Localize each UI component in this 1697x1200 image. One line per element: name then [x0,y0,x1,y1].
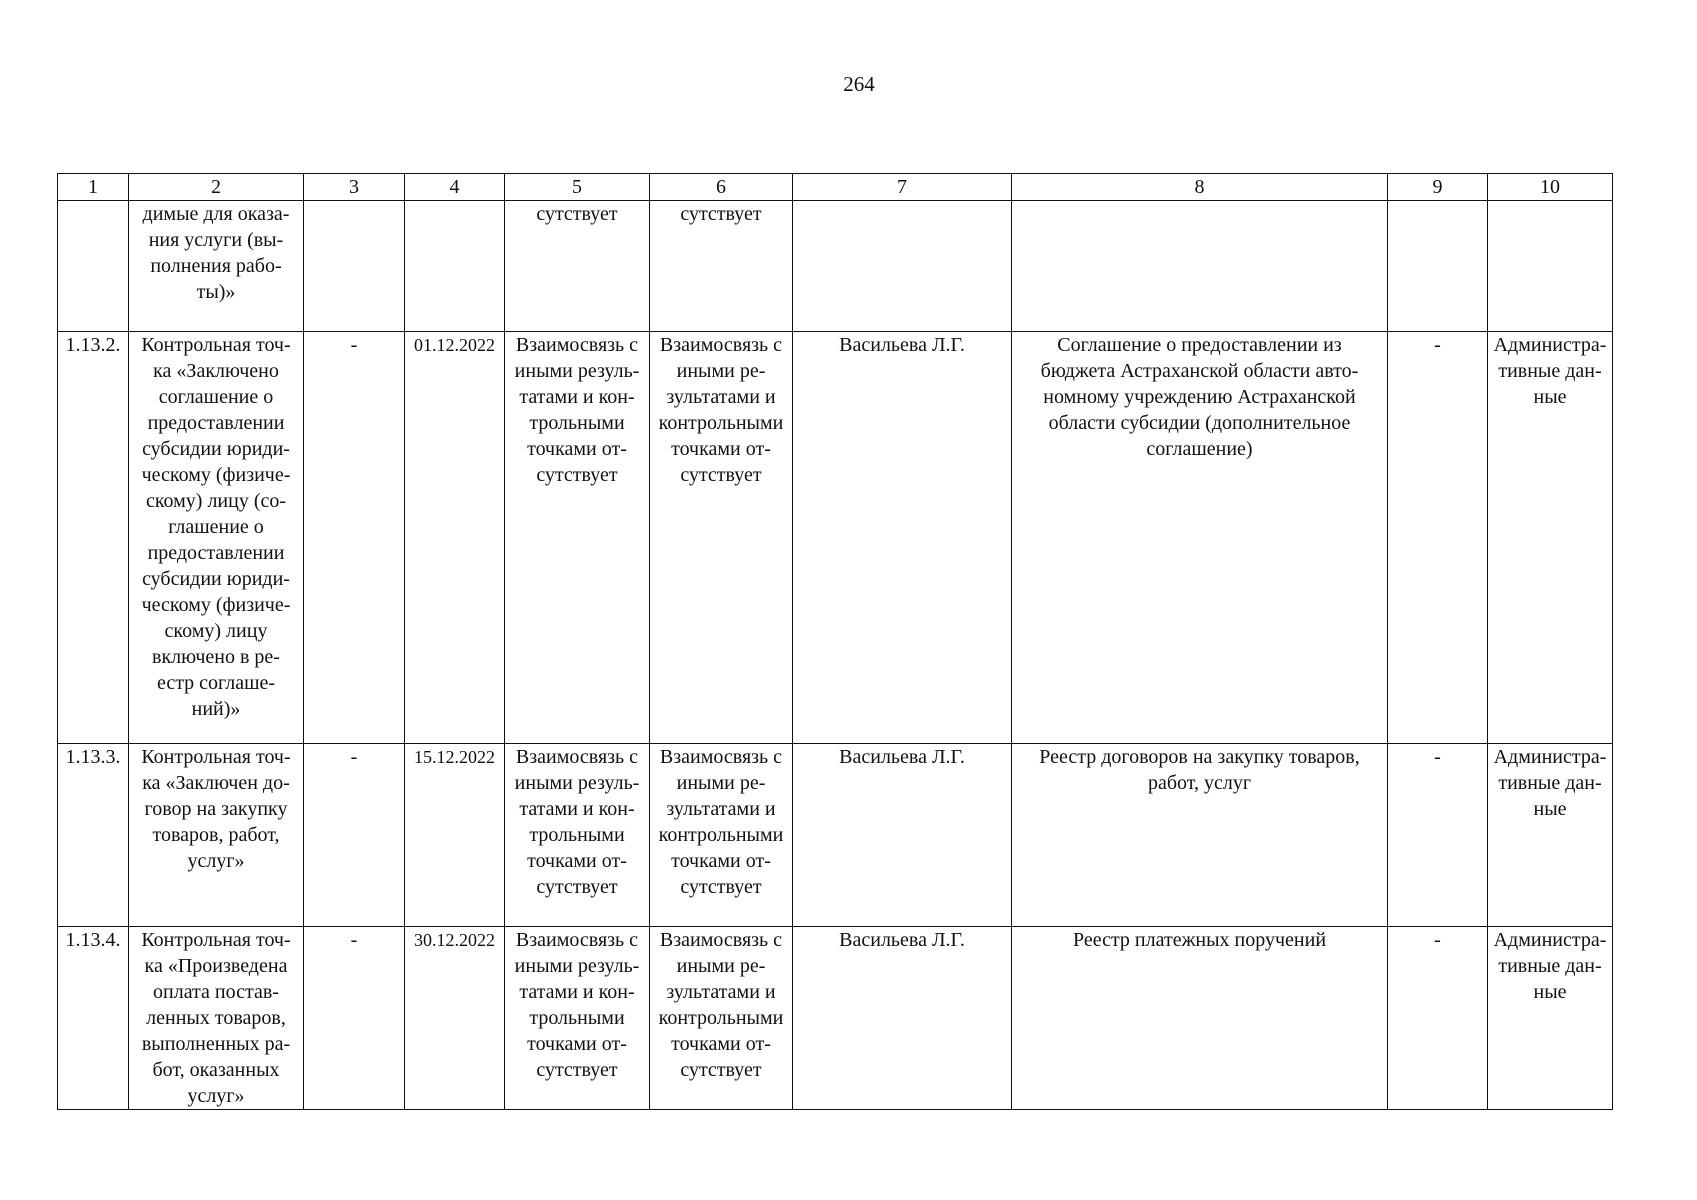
control-point-name-cell [129,744,304,927]
control-point-name-cell-line: Контрольная точ- [141,334,291,356]
data-source-cell [1488,744,1613,927]
data-source-cell-line: Администра- [1493,334,1607,356]
table-row [58,744,1613,927]
document-type-cell-line: работ, услуг [1147,772,1252,794]
control-point-name-cell-line: субсидии юриди- [142,568,290,590]
relation-results-cell-2 [650,744,793,927]
relation-results-cell-2-line: зультатами и [666,386,776,408]
relation-results-cell-2-line: сутствует [680,203,762,225]
document-type-cell-line: бюджета Астраханской области авто- [1040,360,1359,382]
data-source-cell-line: тивные дан- [1498,955,1602,977]
relation-results-cell-line: точками от- [527,438,627,460]
table-row [58,927,1613,1110]
control-point-name-cell-line: ния услуги (вы- [148,229,284,251]
column-9-cell: - [1388,744,1488,927]
relation-results-cell-line: татами и кон- [519,981,635,1003]
data-source-cell [1488,201,1613,332]
relation-results-cell-2-line: Взаимосвязь с [659,929,783,951]
column-header-3: 3 [304,174,405,201]
control-point-name-cell-line: естр соглаше- [156,672,276,694]
relation-results-cell-line: точками от- [527,850,627,872]
document-type-cell [1012,332,1388,744]
control-point-name-cell-line: говор на закупку [144,798,288,820]
document-type-cell-line: Реестр договоров на закупку товаров, [1039,746,1360,768]
data-source-cell-line: ные [1533,981,1567,1003]
control-point-name-cell-line: димые для оказа- [142,203,290,225]
data-source-cell-line: ные [1533,386,1567,408]
column-3-cell: - [304,332,405,744]
control-point-name-cell-line: предоставлении [147,542,285,564]
control-point-name-cell-line: услуг» [187,1085,245,1107]
relation-results-cell-2-line: точками от- [671,850,771,872]
relation-results-cell-line: Взаимосвязь с [515,334,639,356]
column-header-2: 2 [129,174,304,201]
document-type-cell-line: Реестр платежных поручений [1072,929,1327,951]
document-type-cell-line: соглашение) [1146,438,1253,460]
control-point-name-cell-line: субсидии юриди- [142,438,290,460]
relation-results-cell [505,201,650,332]
control-point-name-cell [129,927,304,1110]
control-point-name-cell-line: ка «Заключено [153,360,279,382]
relation-results-cell-line: сутствует [536,203,618,225]
relation-results-cell-line: татами и кон- [519,798,635,820]
relation-results-cell-2-line: Взаимосвязь с [659,746,783,768]
relation-results-cell-line: иными резуль- [514,360,640,382]
control-point-name-cell-line: ка «Заключен до- [142,772,290,794]
data-source-cell-line: Администра- [1493,746,1607,768]
column-header-10: 10 [1488,174,1613,201]
control-point-name-cell-line: предоставлении [147,412,285,434]
table-row [58,332,1613,744]
column-3-cell: - [304,744,405,927]
page-number: 264 [843,72,875,96]
relation-results-cell-line: иными резуль- [514,772,640,794]
relation-results-cell-2-line: точками от- [671,1033,771,1055]
data-source-cell [1488,927,1613,1110]
relation-results-cell-2 [650,332,793,744]
relation-results-cell-2-line: Взаимосвязь с [659,334,783,356]
table-row [58,201,1613,332]
control-point-name-cell-line: ты)» [196,281,236,303]
document-type-cell-line: номному учреждению Астраханской [1043,386,1356,408]
relation-results-cell-line: Взаимосвязь с [515,746,639,768]
column-header-4: 4 [405,174,505,201]
document-type-cell [1012,744,1388,927]
relation-results-cell-line: сутствует [536,876,618,898]
control-point-name-cell-line: включено в ре- [152,646,280,668]
relation-results-cell [505,744,650,927]
control-point-name-cell-line: ческому (физиче- [141,594,291,616]
column-9-cell: - [1388,332,1488,744]
control-point-name-cell-line: выполненных ра- [141,1033,291,1055]
control-point-name-cell-line: товаров, работ, [152,824,280,846]
document-type-cell [1012,201,1388,332]
header-row [58,174,1613,201]
data-source-cell-line: тивные дан- [1498,772,1602,794]
control-point-name-cell [129,201,304,332]
document-type-cell-line: области субсидии (дополнительное [1048,412,1351,434]
date-cell: 15.12.2022 [405,744,505,927]
relation-results-cell-2-line: точками от- [671,438,771,460]
column-9-cell [1388,201,1488,332]
control-point-name-cell-line: оплата постав- [153,981,279,1003]
relation-results-cell-line: точками от- [527,1033,627,1055]
relation-results-cell-2-line: контрольными [658,1007,784,1029]
relation-results-cell-2-line: сутствует [680,1059,762,1081]
control-point-name-cell-line: услуг» [187,850,245,872]
relation-results-cell [505,332,650,744]
relation-results-cell [505,927,650,1110]
row-number-cell: 1.13.2. [58,332,129,744]
relation-results-cell-2-line: контрольными [658,824,784,846]
column-header-7: 7 [793,174,1012,201]
control-point-name-cell-line: скому) лицу [164,620,268,642]
column-header-5: 5 [505,174,650,201]
relation-results-cell-2-line: зультатами и [666,981,776,1003]
control-point-name-cell-line: ка «Произведена [144,955,288,977]
column-header-1: 1 [58,174,129,201]
column-header-6: 6 [650,174,793,201]
data-source-cell-line: Администра- [1493,929,1607,951]
relation-results-cell-2-line: иными ре- [676,955,766,977]
date-cell [405,201,505,332]
responsible-person-cell: Васильева Л.Г. [793,332,1012,744]
relation-results-cell-2-line: зультатами и [666,798,776,820]
control-point-name-cell-line: глашение о [168,516,264,538]
document-type-cell-line: Соглашение о предоставлении из [1057,334,1342,356]
column-9-cell: - [1388,927,1488,1110]
relation-results-cell-line: Взаимосвязь с [515,929,639,951]
control-point-name-cell [129,332,304,744]
responsible-person-cell [793,201,1012,332]
column-header-8: 8 [1012,174,1388,201]
document-type-cell [1012,927,1388,1110]
row-number-cell [58,201,129,332]
control-point-name-cell-line: скому) лицу (со- [145,490,287,512]
relation-results-cell-line: иными резуль- [514,955,640,977]
control-point-name-cell-line: полнения рабо- [150,255,282,277]
data-source-cell [1488,332,1613,744]
responsible-person-cell: Васильева Л.Г. [793,927,1012,1110]
relation-results-cell-2-line: контрольными [658,412,784,434]
data-source-cell-line: тивные дан- [1498,360,1602,382]
control-point-name-cell-line: ческому (физиче- [141,464,291,486]
relation-results-cell-2-line: иными ре- [676,360,766,382]
relation-results-cell-line: татами и кон- [519,386,635,408]
date-cell: 30.12.2022 [405,927,505,1110]
control-point-name-cell-line: ленных товаров, [146,1007,286,1029]
date-cell: 01.12.2022 [405,332,505,744]
control-point-name-cell-line: соглашение о [158,386,274,408]
responsible-person-cell: Васильева Л.Г. [793,744,1012,927]
relation-results-cell-line: трольными [529,1007,625,1029]
relation-results-cell-2-line: сутствует [680,464,762,486]
column-3-cell: - [304,927,405,1110]
control-point-name-cell-line: ний)» [191,698,241,720]
relation-results-cell-line: трольными [529,412,625,434]
relation-results-cell-2-line: иными ре- [676,772,766,794]
relation-results-cell-line: трольными [529,824,625,846]
relation-results-cell-line: сутствует [536,464,618,486]
control-point-name-cell-line: бот, оказанных [152,1059,280,1081]
relation-results-cell-2 [650,201,793,332]
control-point-name-cell-line: Контрольная точ- [141,929,291,951]
row-number-cell: 1.13.3. [58,744,129,927]
column-header-9: 9 [1388,174,1488,201]
relation-results-cell-line: сутствует [536,1059,618,1081]
control-points-table [57,173,1613,1110]
column-3-cell [304,201,405,332]
data-source-cell-line: ные [1533,798,1567,820]
control-point-name-cell-line: Контрольная точ- [141,746,291,768]
relation-results-cell-2-line: сутствует [680,876,762,898]
row-number-cell: 1.13.4. [58,927,129,1110]
relation-results-cell-2 [650,927,793,1110]
